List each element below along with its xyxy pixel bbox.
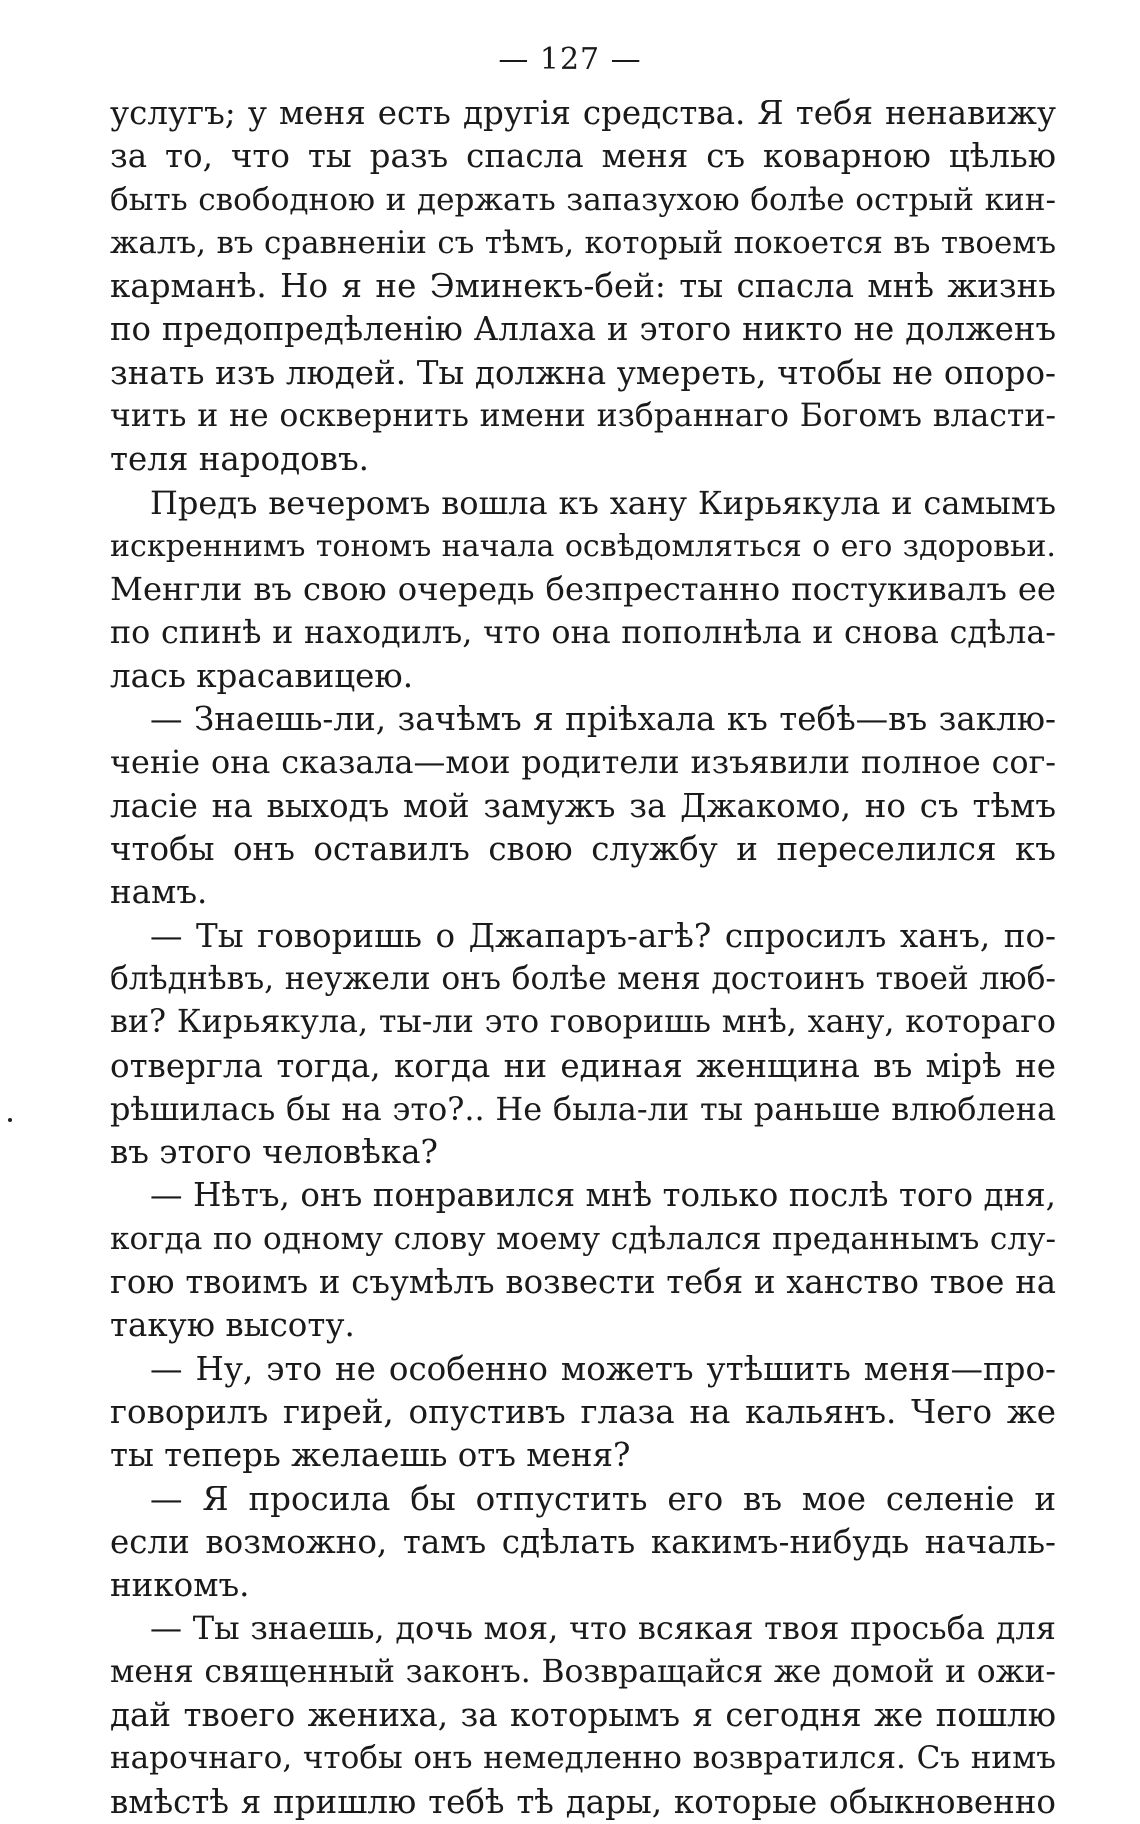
text-line: чить и не осквернить имени избраннаго Богомъ власти- [110,398,1056,435]
text-line: — Ты говоришь о Джапаръ-агѣ? спросилъ ханъ, по- [150,916,1056,955]
text-line: рѣшилась бы на это?.. Не была-ли ты раньше влюблена [110,1089,1056,1128]
text-line: никомъ. [110,1566,250,1605]
text-line: быть свободною и держать запазухою болѣе острый кин- [110,181,1056,218]
text-line: вмѣстѣ я пришлю тебѣ тѣ дары, которые обыкновенно [110,1782,1056,1821]
text-line: теля народовъ. [110,440,369,479]
text-line: — Я просила бы отпустить его въ мое селеніе и [150,1479,1056,1518]
text-line: такую высоту. [110,1306,355,1345]
text-line: блѣднѣвъ, неужели онъ болѣе меня достоинъ твоей люб- [110,960,1056,997]
page-number: — 127 — [498,42,642,77]
text-line: за то, что ты разъ спасла меня съ коварною цѣлью [110,137,1056,176]
margin-speck [8,1118,12,1122]
text-line: въ этого человѣка? [110,1133,438,1172]
text-line: когда по одному слову моему сдѣлался преданнымъ слу- [110,1220,1056,1257]
text-line: по спинѣ и находилъ, что она пополнѣла и снова сдѣла- [110,614,1056,651]
text-line: нарочнаго, чтобы онъ немедленно возвратился. Съ нимъ [110,1740,1056,1777]
text-line: услугъ; у меня есть другія средства. Я тебя ненавижу [110,94,1056,132]
text-line: гою твоимъ и съумѣлъ возвести тебя и ханство твое на [110,1263,1056,1302]
text-line: Менгли въ свою очередь безпрестанно постукивалъ ее [110,570,1056,609]
text-line: ви? Кирьякула, ты-ли это говоришь мнѣ, хану, котораго [110,1004,1056,1041]
text-line: ты теперь желаешь отъ меня? [110,1436,631,1475]
text-line: меня священный законъ. Возвращайся же домой и ожи- [110,1653,1056,1690]
text-line: по предопредѣленію Аллаха и этого никто не долженъ [110,310,1056,349]
text-line: лась красавицею. [110,656,414,695]
text-line: искреннимъ тономъ начала освѣдомляться о его здоровьи. [110,528,1056,564]
text-line: — Ты знаешь, дочь моя, что всякая твоя просьба для [150,1609,1056,1648]
text-line: Предъ вечеромъ вошла къ хану Кирьякула и самымъ [150,483,1056,522]
text-line: говорилъ гирей, опустивъ глаза на кальянъ. Чего же [110,1392,1056,1431]
text-line: карманѣ. Но я не Эминекъ-бей: ты спасла мнѣ жизнь [110,267,1056,306]
text-line: чтобы онъ оставилъ свою службу и переселился къ [110,830,1056,869]
text-line: дай твоего жениха, за которымъ я сегодня же пошлю [110,1695,1056,1734]
text-line: ченіе она сказала—мои родители изъявили полное сог- [110,743,1056,782]
text-line: если возможно, тамъ сдѣлать какимъ-нибудь началь- [110,1522,1056,1561]
body-text [110,92,1056,1824]
text-line: намъ. [110,873,208,912]
text-line: ласіе на выходъ мой замужъ за Джакомо, но съ тѣмъ [110,786,1056,825]
text-line: — Знаешь-ли, зачѣмъ я пріѣхала къ тебѣ—въ заклю- [150,700,1056,739]
text-line: отвергла тогда, когда ни единая женщина въ мірѣ не [110,1046,1056,1085]
text-line: — Ну, это не особенно можетъ утѣшить меня—про- [150,1349,1056,1388]
text-line: знать изъ людей. Ты должна умереть, чтобы не опоро- [110,353,1056,392]
text-line: жалъ, въ сравненіи съ тѣмъ, который покоется въ твоемъ [110,224,1056,261]
text-line: — Нѣтъ, онъ понравился мнѣ только послѣ того дня, [150,1176,1056,1215]
